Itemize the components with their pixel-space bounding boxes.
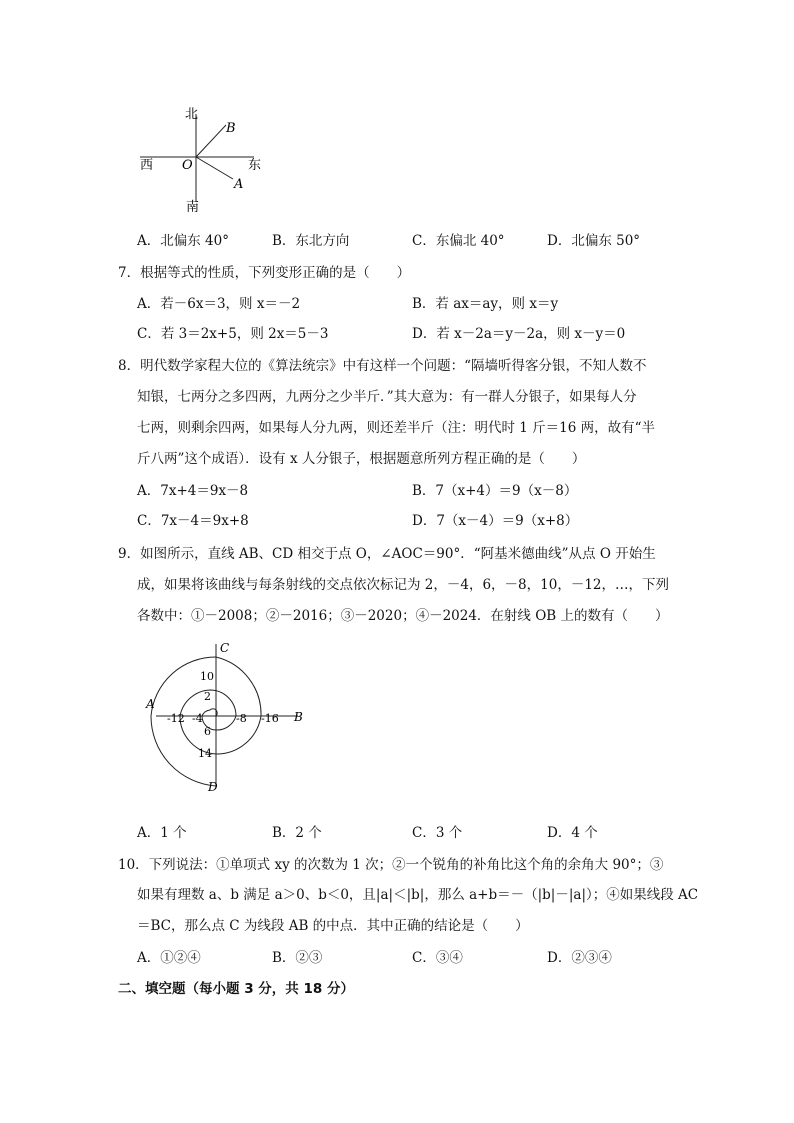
- q6-option-b[interactable]: B．东北方向: [272, 233, 350, 249]
- q8-option-a[interactable]: A．7x+4＝9x－8: [137, 483, 249, 499]
- q8-stem-line-2: 知银，七两分之多四两，九两分之少半斤．”其大意为：有一群人分银子，如果每人分: [137, 389, 637, 405]
- q8-stem-line-1: 8．明代数学家程大位的《算法统宗》中有这样一个问题：“隔墙听得客分银，不知人数不: [118, 358, 647, 374]
- mark-2: 2: [204, 690, 211, 703]
- q7-stem: 7．根据等式的性质，下列变形正确的是（ ）: [118, 265, 411, 281]
- q7-option-a[interactable]: A．若－6x＝3，则 x＝－2: [137, 296, 301, 312]
- q10-stem-line-2: 如果有理数 a、b 满足 a＞0、b＜0，且|a|＜|b|，那么 a+b＝－（|b|－|a|）；④如果线段 AC: [137, 887, 699, 903]
- mark-14: 14: [198, 747, 212, 760]
- point-a-label: A: [146, 697, 155, 711]
- q6-option-c[interactable]: C．东偏北 40°: [412, 233, 505, 249]
- q10-option-b[interactable]: B．②③: [272, 950, 323, 966]
- q10-option-c[interactable]: C．③④: [412, 950, 463, 966]
- point-b-label: B: [294, 710, 303, 724]
- q8-stem-line-3: 七两，则剩余四两，如果每人分九两，则还差半斤（注：明代时 1 斤＝16 两，故有“半: [137, 420, 656, 436]
- q10-option-a[interactable]: A．①②④: [137, 950, 201, 966]
- q8-option-c[interactable]: C．7x－4＝9x+8: [137, 513, 249, 529]
- q7-option-d[interactable]: D．若 x－2a＝y－2a，则 x－y＝0: [412, 326, 626, 342]
- point-d-label: D: [208, 780, 218, 794]
- q6-option-d[interactable]: D．北偏东 50°: [547, 233, 641, 249]
- south-label: 南: [186, 200, 200, 215]
- origin-label: O: [182, 158, 193, 173]
- q9-stem-line-1: 9．如图所示，直线 AB、CD 相交于点 O，∠AOC＝90°．“阿基米德曲线”从点 O 开始生: [118, 546, 656, 562]
- west-label: 西: [140, 158, 154, 173]
- q9-option-b[interactable]: B．2 个: [272, 825, 322, 841]
- point-c-label: C: [220, 641, 230, 655]
- q8-option-d[interactable]: D．7（x－4）＝9（x+8）: [412, 513, 579, 529]
- q10-stem-line-1: 10．下列说法：①单项式 xy 的次数为 1 次；②一个锐角的补角比这个角的余角大 90°；③: [118, 857, 664, 873]
- q9-option-d[interactable]: D．4 个: [547, 825, 598, 841]
- north-label: 北: [185, 107, 199, 122]
- point-b-label: B: [226, 121, 236, 136]
- q7-option-c[interactable]: C．若 3＝2x+5，则 2x＝5－3: [137, 326, 329, 342]
- mark-6: 6: [204, 725, 211, 738]
- q9-option-c[interactable]: C．3 个: [412, 825, 463, 841]
- q8-stem-line-4: 斤八两”这个成语）．设有 x 人分银子，根据题意所列方程正确的是（ ）: [137, 451, 586, 467]
- q9-option-a[interactable]: A．1 个: [137, 825, 187, 841]
- q9-stem-line-2: 成，如果将该曲线与每条射线的交点依次标记为 2，－4，6，－8，10，－12，…，下列: [137, 577, 670, 593]
- mark-minus-8: -8: [236, 712, 247, 725]
- point-a-label: A: [234, 177, 244, 192]
- section-heading: 二、填空题（每小题 3 分，共 18 分）: [118, 981, 354, 997]
- q7-option-b[interactable]: B．若 ax＝ay，则 x＝y: [412, 296, 559, 312]
- q6-option-a[interactable]: A．北偏东 40°: [137, 233, 229, 249]
- mark-10: 10: [200, 670, 214, 683]
- east-label: 东: [248, 158, 262, 173]
- mark-minus-12: -12: [167, 712, 185, 725]
- q8-option-b[interactable]: B．7（x+4）＝9（x－8）: [412, 483, 578, 499]
- mark-minus-16: -16: [261, 712, 279, 725]
- q9-stem-line-3: 各数中：①－2008；②－2016；③－2020；④－2024．在射线 OB 上的数有（ ）: [137, 608, 669, 624]
- q10-stem-line-3: ＝BC，那么点 C 为线段 AB 的中点．其中正确的结论是（ ）: [137, 918, 529, 934]
- mark-minus-4: -4: [192, 712, 203, 725]
- q10-option-d[interactable]: D．②③④: [547, 950, 612, 966]
- spiral-figure: [140, 636, 320, 796]
- compass-figure: [130, 98, 280, 218]
